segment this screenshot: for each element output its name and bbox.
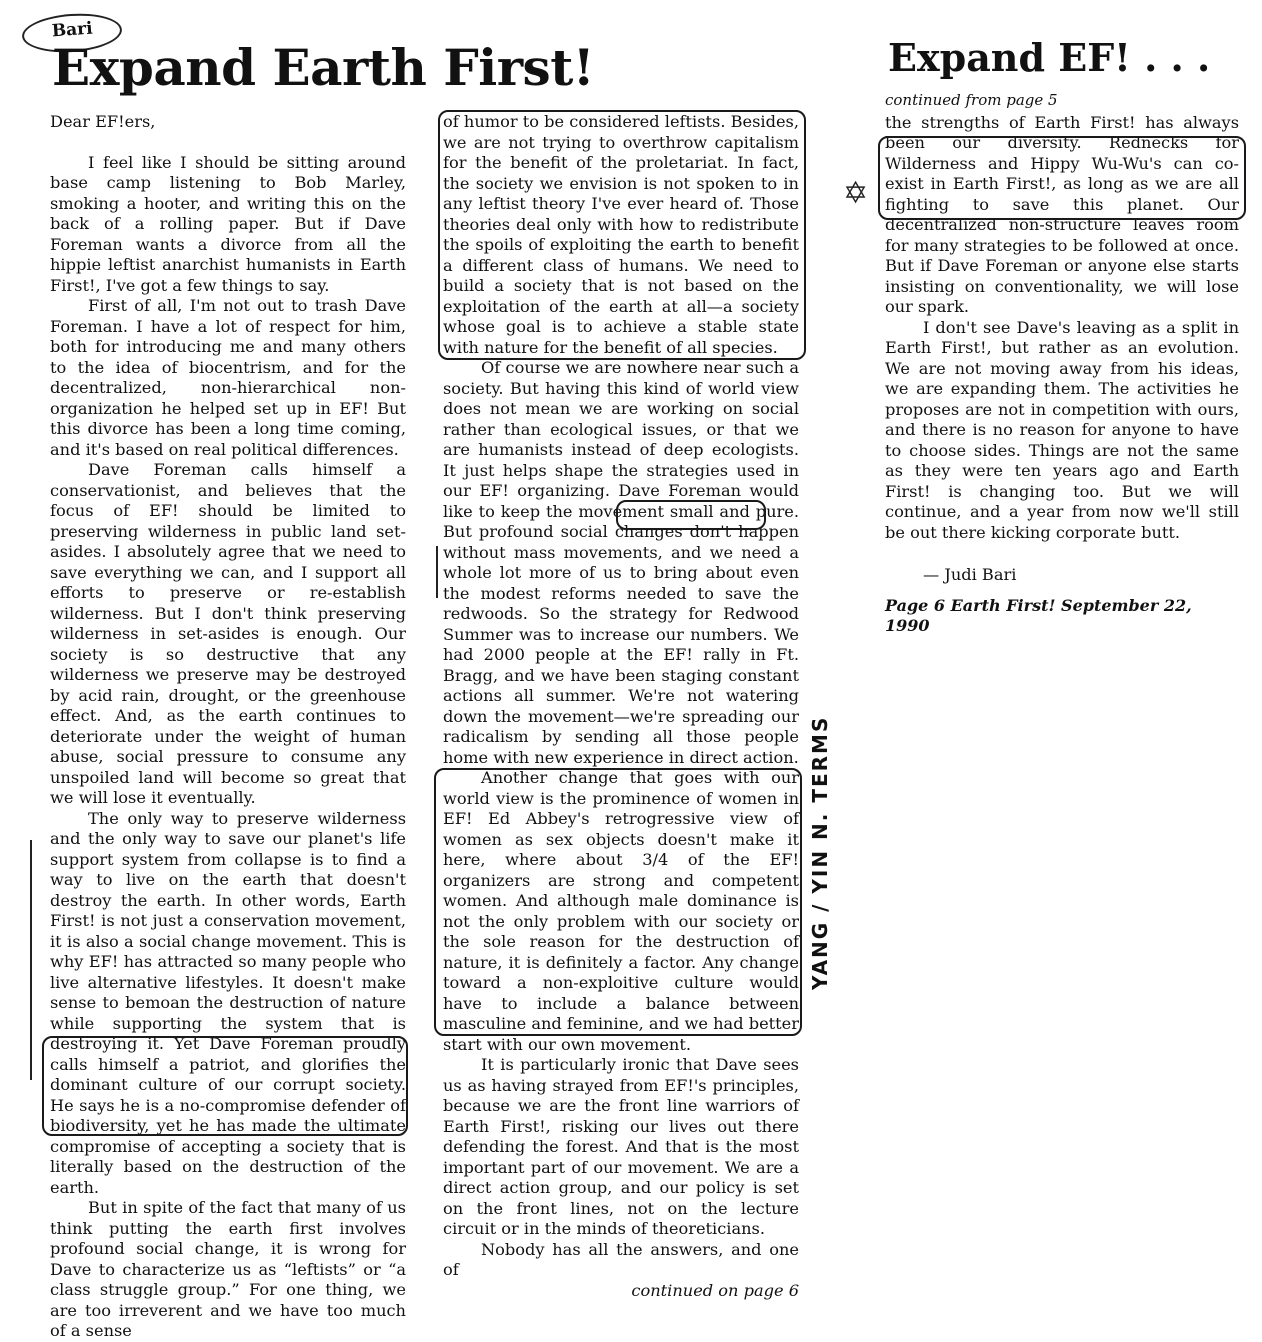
- greeting: Dear EF!ers,: [50, 112, 156, 131]
- signature: — Judi Bari: [923, 565, 1017, 584]
- paragraph: of humor to be considered leftists. Besides, we are not trying to overthrow capitalism for the benefit of the proletariat. In fact, the society we envision is not spoken to in any leftist theory I've ever heard of. Those theories deal only with how to redistribute the spoils of exploiting the earth to benefit a different class of humans. We need to build a society that is not based on the exploitation of the earth at all—a society whose goal is to achieve a stable state with nature for the benefit of all species.: [443, 112, 799, 357]
- paragraph: Of course we are nowhere near such a society. But having this kind of world view does not mean we are working on social rather than ecological issues, or that we are humanists instead of deep ecologists. It just helps shape the strategies used in our EF! organizing. Dave Foreman would like to keep the movement small and pure. But profound social changes don't happen without mass movements, and we need a whole lot more of us to bring about even the modest reforms needed to save the redwoods. So the strategy for Redwood Summer was to increase our numbers. We had 2000 people at the EF! rally in Ft. Bragg, and we have been staging constant actions all summer. We're not watering down the movement—we're spreading our radicalism by sending all those people home with new experience in direct action.: [443, 358, 799, 767]
- annotation-bracket-mass-movements: [436, 546, 438, 598]
- margin-handwritten-note: YANG / YIN N. TERMS: [808, 715, 832, 990]
- paragraph: the strengths of Earth First! has always been our diversity. Rednecks for Wilderness and Hippy Wu-Wu's can co-exist in Earth First!, as long as we are all fighting to save this planet. Our decentralized non-structure leaves room for many strategies to be followed at once. But if Dave Foreman or anyone else starts insisting on conventionality, we will lose our spark.: [885, 112, 1239, 316]
- article-column-1: [50, 112, 406, 1342]
- paragraph: The only way to preserve wilderness and the only way to save our planet's life support system from collapse is to find a way to live on the earth that doesn't destroy the earth. In other words, Earth First! is not just a conservation movement, it is also a social change movement. This is why EF! has attracted so many people who live alternative lifestyles. It doesn't make sense to bemoan the destruction of nature while supporting the system that is destroying it. Yet Dave Foreman proudly calls himself a patriot, and glorifies the dominant culture of our corrupt society. He says he is a no-compromise defender of biodiversity, yet he has made the ultimate compromise of accepting a society that is literally based on the destruction of the earth.: [50, 808, 406, 1197]
- paragraph: Dave Foreman calls himself a conservationist, and believes that the focus of EF! should be limited to preserving wilderness in public land set-asides. I absolutely agree that we need to save everything we can, and I support all efforts to preserve or re-establish wilderness. But I don't think preserving wilderness in set-asides is enough. Our society is so destructive that any wilderness we preserve may be destroyed by acid rain, drought, or the greenhouse effect. And, as the earth continues to deteriorate under the weight of human abuse, social pressure to consume any unspoiled land will become so great that we will lose it eventually.: [50, 460, 406, 807]
- article-column-2: [443, 112, 799, 1301]
- page-footer: Page 6 Earth First! September 22, 1990: [885, 595, 1192, 635]
- continuation-column: [885, 90, 1239, 637]
- paragraph: It is particularly ironic that Dave sees us as having strayed from EF!'s principles, because we are the front line warriors of Earth First!, risking our lives out there defending the forest. And that is the most important part of our movement. We are a direct action group, and our policy is set on the front lines, not on the lecture circuit or in the minds of theoreticians.: [443, 1055, 799, 1238]
- paragraph: Another change that goes with our world view is the prominence of women in EF! Ed Abbey's retrogressive view of women as sex objects doesn't make it here, where about 3/4 of the EF! organizers are strong and competent women. And although male dominance is not the only problem with our society or the sole reason for the destruction of nature, it is definitely a factor. Any change toward a non-exploitive culture would have to include a balance between masculine and feminine, and we had better start with our own movement.: [443, 768, 799, 1054]
- annotation-bracket-left: [30, 840, 32, 1080]
- continued-on-note: continued on page 6: [631, 1280, 799, 1300]
- article-headline: Expand Earth First!: [52, 38, 595, 97]
- paragraph: Nobody has all the answers, and one of: [443, 1239, 799, 1279]
- star-icon: ✡: [843, 176, 869, 211]
- paragraph: I don't see Dave's leaving as a split in Earth First!, but rather as an evolution. We are not moving away from his ideas, we are expanding them. The activities he proposes are not in competition with ours, and there is no reason for anyone to have to choose sides. Things are not the same as they were ten years ago and Earth First! is changing too. But we will continue, and a year from now we'll still be out there kicking corporate butt.: [885, 317, 1239, 542]
- paragraph: First of all, I'm not out to trash Dave Foreman. I have a lot of respect for him, both for introducing me and many others to the idea of biocentrism, and for the decentralized, non-hierarchical non-organization he helped set up in EF! But this divorce has been a long time coming, and it's based on real political differences.: [50, 296, 406, 459]
- continuation-headline: Expand EF! . . .: [888, 35, 1211, 80]
- author-tag-text: Bari: [51, 18, 94, 42]
- continued-from-note: continued from page 5: [885, 91, 1058, 109]
- paragraph: But in spite of the fact that many of us think putting the earth first involves profound social change, it is wrong for Dave to characterize us as “leftists” or “a class struggle group.” For one thing, we are too irreverent and we have too much of a sense: [50, 1198, 406, 1340]
- paragraph: I feel like I should be sitting around base camp listening to Bob Marley, smoking a hooter, and writing this on the back of a rolling paper. But if Dave Foreman wants a divorce from all the hippie leftist anarchist humanists in Earth First!, I've got a few things to say.: [50, 152, 406, 295]
